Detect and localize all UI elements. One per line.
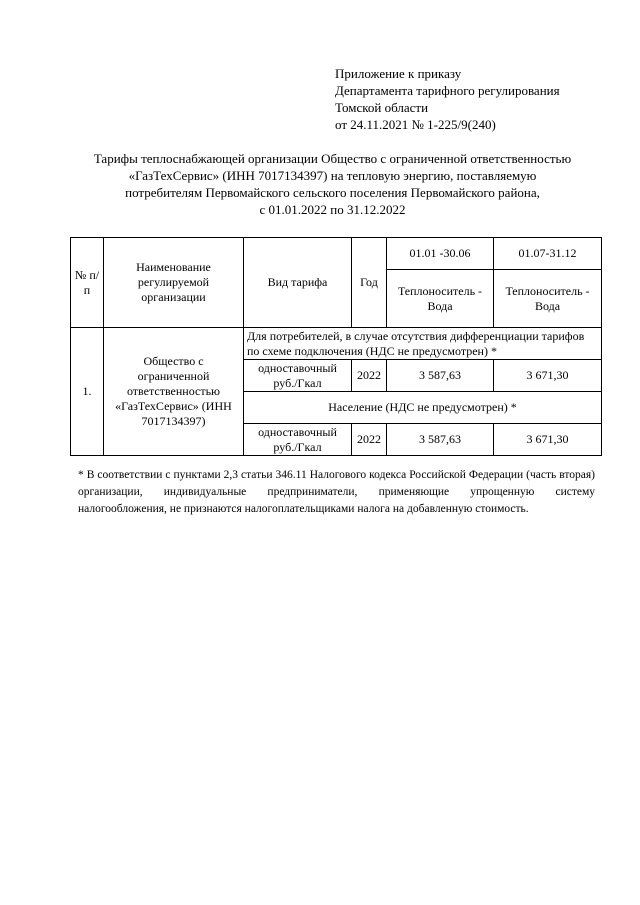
title-line: потребителям Первомайского сельского поселения Первомайского района, [125,185,540,200]
appendix-line: от 24.11.2021 № 1-225/9(240) [335,117,496,132]
header-carrier-2: Теплоноситель - Вода [494,270,602,328]
section-consumers: Для потребителей, в случае отсутствия дифференциации тарифов по схеме подключения (НДС не предусмотрен) * [244,328,602,360]
appendix-line: Томской области [335,100,429,115]
year-cell: 2022 [352,424,387,456]
year-cell: 2022 [352,360,387,392]
tariff-value-period-1: 3 587,63 [387,424,494,456]
organization-name: Общество с ограниченной ответственностью «ГазТехСервис» (ИНН 7017134397) [104,328,244,456]
appendix-header [335,65,560,133]
header-period-1: 01.01 -30.06 [387,238,494,270]
appendix-line: Департамента тарифного регулирования [335,83,560,98]
tariff-type-cell: одноставочный руб./Гкал [244,424,352,456]
title-line: с 01.01.2022 по 31.12.2022 [259,202,406,217]
header-tariff-type: Вид тарифа [244,238,352,328]
header-year: Год [352,238,387,328]
document-title [60,150,605,218]
section-population: Население (НДС не предусмотрен) * [244,392,602,424]
header-organization: Наименование регулируемой организации [104,238,244,328]
title-line: «ГазТехСервис» (ИНН 7017134397) на тепловую энергию, поставляемую [128,168,537,183]
header-period-2: 01.07-31.12 [494,238,602,270]
appendix-line: Приложение к приказу [335,66,462,81]
header-number: № п/п [71,238,104,328]
tariff-value-period-2: 3 671,30 [494,424,602,456]
tariff-value-period-2: 3 671,30 [494,360,602,392]
row-number: 1. [71,328,104,456]
tariff-value-period-1: 3 587,63 [387,360,494,392]
footnote: * В соответствии с пунктами 2,3 статьи 346.11 Налогового кодекса Российской Федерации (часть вторая) организации, индивидуальные предприниматели, применяющие упрощенную систему налогообложения, не признаются налогоплательщиками налога на добавленную стоимость. [78,469,595,515]
tariff-table [70,237,602,456]
title-line: Тарифы теплоснабжающей организации Общество с ограниченной ответственностью [93,151,572,166]
header-carrier-1: Теплоноситель - Вода [387,270,494,328]
tariff-type-cell: одноставочный руб./Гкал [244,360,352,392]
